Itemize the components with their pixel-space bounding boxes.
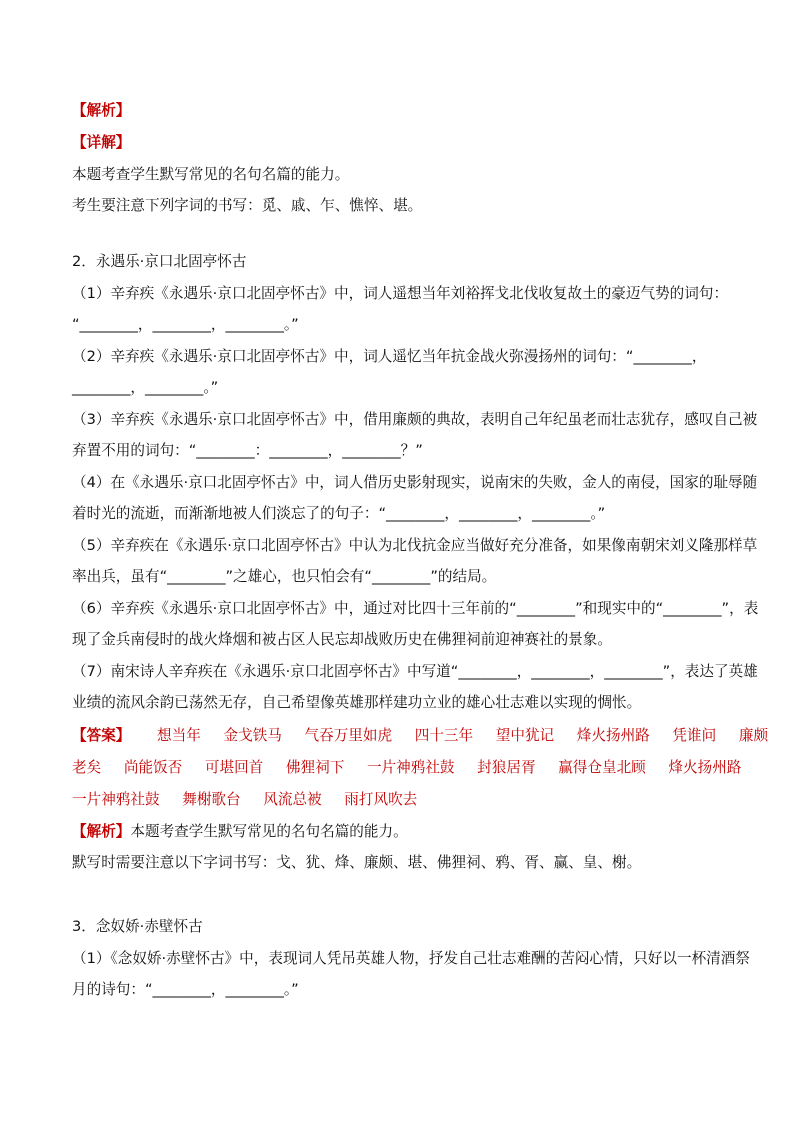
- q2-analysis-line2: 默写时需要注意以下字词书写：戈、犹、烽、廉颇、堪、佛狸祠、鸦、胥、赢、皇、榭。: [72, 854, 642, 871]
- prev-analysis-line: 考生要注意下列字词的书写：觅、戚、乍、憔悴、堪。: [72, 197, 423, 214]
- q2-item-2: （2）辛弃疾《永遇乐·京口北固亭怀古》中，词人遥忆当年抗金战火弥漫扬州的词句：“________，: [72, 348, 707, 365]
- answer-item: 佛狸祠下: [285, 759, 345, 776]
- analysis-tag: 【解析】: [72, 823, 131, 840]
- answer-row-2: [72, 758, 759, 778]
- q2-item-4-cont: 着时光的流逝，而渐渐地被人们淡忘了的句子：“________，________，________。”: [72, 505, 606, 522]
- q3-item-1-cont: 月的诗句：“________，________。”: [72, 981, 299, 998]
- q2-item-2-cont: ________，________。”: [72, 379, 219, 396]
- q2-item-6-cont: 现了金兵南侵时的战火烽烟和被占区人民忘却战败历史在佛狸祠前迎神赛社的景象。: [72, 631, 612, 648]
- xiangjie-tag: 【详解】: [72, 134, 131, 151]
- answer-item: 可堪回首: [204, 759, 264, 776]
- answer-item: 烽火扬州路: [668, 759, 742, 776]
- q2-item-5: （5）辛弃疾在《永遇乐·京口北固亭怀古》中认为北伐抗金应当做好充分准备，如果像南朝宋刘义隆那样草: [72, 537, 758, 554]
- prev-analysis-line: 本题考查学生默写常见的名句名篇的能力。: [72, 166, 350, 183]
- answer-item: 老矣: [72, 759, 102, 776]
- q2-item-3-cont: 弃置不用的词句：“________：________，________？”: [72, 442, 423, 459]
- answer-item: 想当年: [157, 727, 201, 744]
- answer-item: 一片神鸦社鼓: [72, 791, 160, 808]
- answer-item: 四十三年: [414, 727, 474, 744]
- answer-item: 望中犹记: [495, 727, 555, 744]
- q3-item-1: （1）《念奴娇·赤壁怀古》中，表现词人凭吊英雄人物，抒发自己壮志难酬的苦闷心情，只好以一杯清酒祭: [72, 950, 750, 967]
- answer-row-1: [72, 726, 786, 746]
- q2-title: 2．永遇乐·京口北固亭怀古: [72, 253, 247, 270]
- answer-item: 赢得仓皇北顾: [558, 759, 646, 776]
- q2-item-6: （6）辛弃疾《永遇乐·京口北固亭怀古》中，通过对比四十三年前的“________”和现实中的“________”，表: [72, 600, 759, 617]
- jiexi-tag: 【解析】: [72, 102, 131, 119]
- q2-item-7: （7）南宋诗人辛弃疾在《永遇乐·京口北固亭怀古》中写道“________，________，________”，表达了英雄: [72, 663, 758, 680]
- answer-row-3: [72, 790, 435, 810]
- q2-item-1: （1）辛弃疾《永遇乐·京口北固亭怀古》中，词人遥想当年刘裕挥戈北伐收复故土的豪迈气势的词句：: [72, 285, 729, 302]
- analysis-text: 本题考查学生默写常见的名句名篇的能力。: [130, 823, 408, 840]
- answer-item: 一片神鸦社鼓: [366, 759, 455, 776]
- q2-item-1-cont: “________，________，________。”: [72, 316, 299, 333]
- answer-tag: 【答案】: [72, 727, 131, 744]
- q2-item-4: （4）在《永遇乐·京口北固亭怀古》中，词人借历史影射现实，说南宋的失败，金人的南侵，国家的耻辱随: [72, 474, 758, 491]
- answer-item: 雨打风吹去: [344, 791, 418, 808]
- answer-item: 金戈铁马: [223, 727, 282, 744]
- answer-item: 舞榭歌台: [182, 791, 241, 808]
- q2-item-7-cont: 业绩的流风余韵已荡然无存，自己希望像英雄那样建功立业的雄心壮志难以实现的惆怅。: [72, 694, 642, 711]
- answer-item: 尚能饭否: [123, 759, 183, 776]
- answer-item: 廉颇: [738, 727, 769, 744]
- answer-item: 凭谁问: [672, 727, 717, 744]
- q2-analysis: [72, 822, 408, 842]
- answer-item: 气吞万里如虎: [304, 727, 393, 744]
- answer-item: 风流总被: [263, 791, 322, 808]
- answer-item: 烽火扬州路: [576, 727, 650, 744]
- q2-item-5-cont: 率出兵，虽有“________”之雄心，也只怕会有“________”的结局。: [72, 568, 497, 585]
- answer-item: 封狼居胥: [477, 759, 536, 776]
- q2-item-3: （3）辛弃疾《永遇乐·京口北固亭怀古》中，借用廉颇的典故，表明自己年纪虽老而壮志犹存，感叹自己被: [72, 411, 758, 428]
- q3-title: 3．念奴娇·赤壁怀古: [72, 918, 203, 935]
